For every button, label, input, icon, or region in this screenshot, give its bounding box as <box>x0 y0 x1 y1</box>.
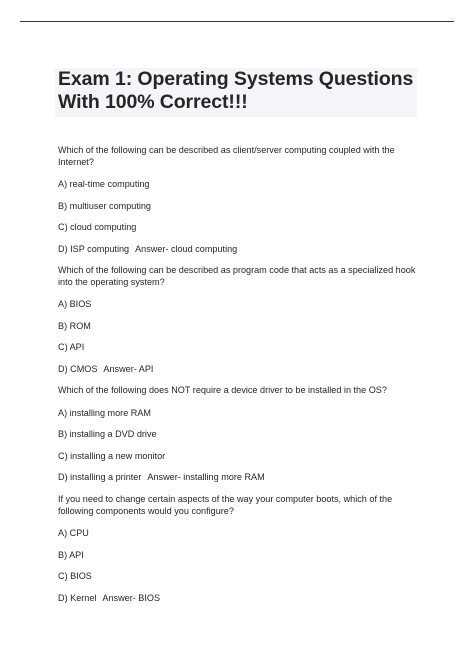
question-text: Which of the following can be described as program code that acts as a specialized hook into the operating system? <box>58 265 416 287</box>
option-d: D) Kernel <box>58 592 97 603</box>
option-d-with-answer <box>58 244 418 255</box>
answer-text: Answer- cloud computing <box>135 243 238 254</box>
option-c: C) API <box>58 342 85 353</box>
option-a: A) CPU <box>58 528 89 539</box>
option-c: C) installing a new monitor <box>58 450 166 461</box>
option-d: D) ISP computing <box>58 243 130 254</box>
answer-text: Answer- installing more RAM <box>147 472 265 483</box>
option-a: A) real-time computing <box>58 179 150 190</box>
question-item-1 <box>58 145 418 255</box>
question-item-4 <box>58 494 418 604</box>
option-c: C) BIOS <box>58 571 92 582</box>
question-item-2 <box>58 265 418 375</box>
answer-text: Answer- BIOS <box>102 592 161 603</box>
option-d-with-answer <box>58 472 418 483</box>
answer-text: Answer- API <box>103 363 154 374</box>
option-b: B) ROM <box>58 320 91 331</box>
option-b: B) API <box>58 549 84 560</box>
page-title <box>55 68 417 117</box>
title-line-2: With 100% Correct!!! <box>58 91 248 113</box>
option-d: D) installing a printer <box>58 472 142 483</box>
question-text: Which of the following can be described as client/server computing coupled with the Internet? <box>58 145 395 167</box>
option-b: B) multiuser computing <box>58 200 151 211</box>
question-text: Which of the following does NOT require a device driver to be installed in the OS? <box>58 385 387 396</box>
title-line-1: Exam 1: Operating Systems Questions <box>58 68 414 90</box>
question-text: If you need to change certain aspects of the way your computer boots, which of the following components would you configure? <box>58 493 393 516</box>
option-c: C) cloud computing <box>58 222 137 233</box>
option-d-with-answer <box>58 593 418 604</box>
question-item-3 <box>58 385 418 483</box>
option-a: A) BIOS <box>58 299 92 310</box>
option-b: B) installing a DVD drive <box>58 429 157 440</box>
top-divider <box>20 21 454 22</box>
question-list <box>58 145 418 614</box>
option-d: D) CMOS <box>58 363 98 374</box>
option-a: A) installing more RAM <box>58 407 151 418</box>
option-d-with-answer <box>58 364 418 375</box>
